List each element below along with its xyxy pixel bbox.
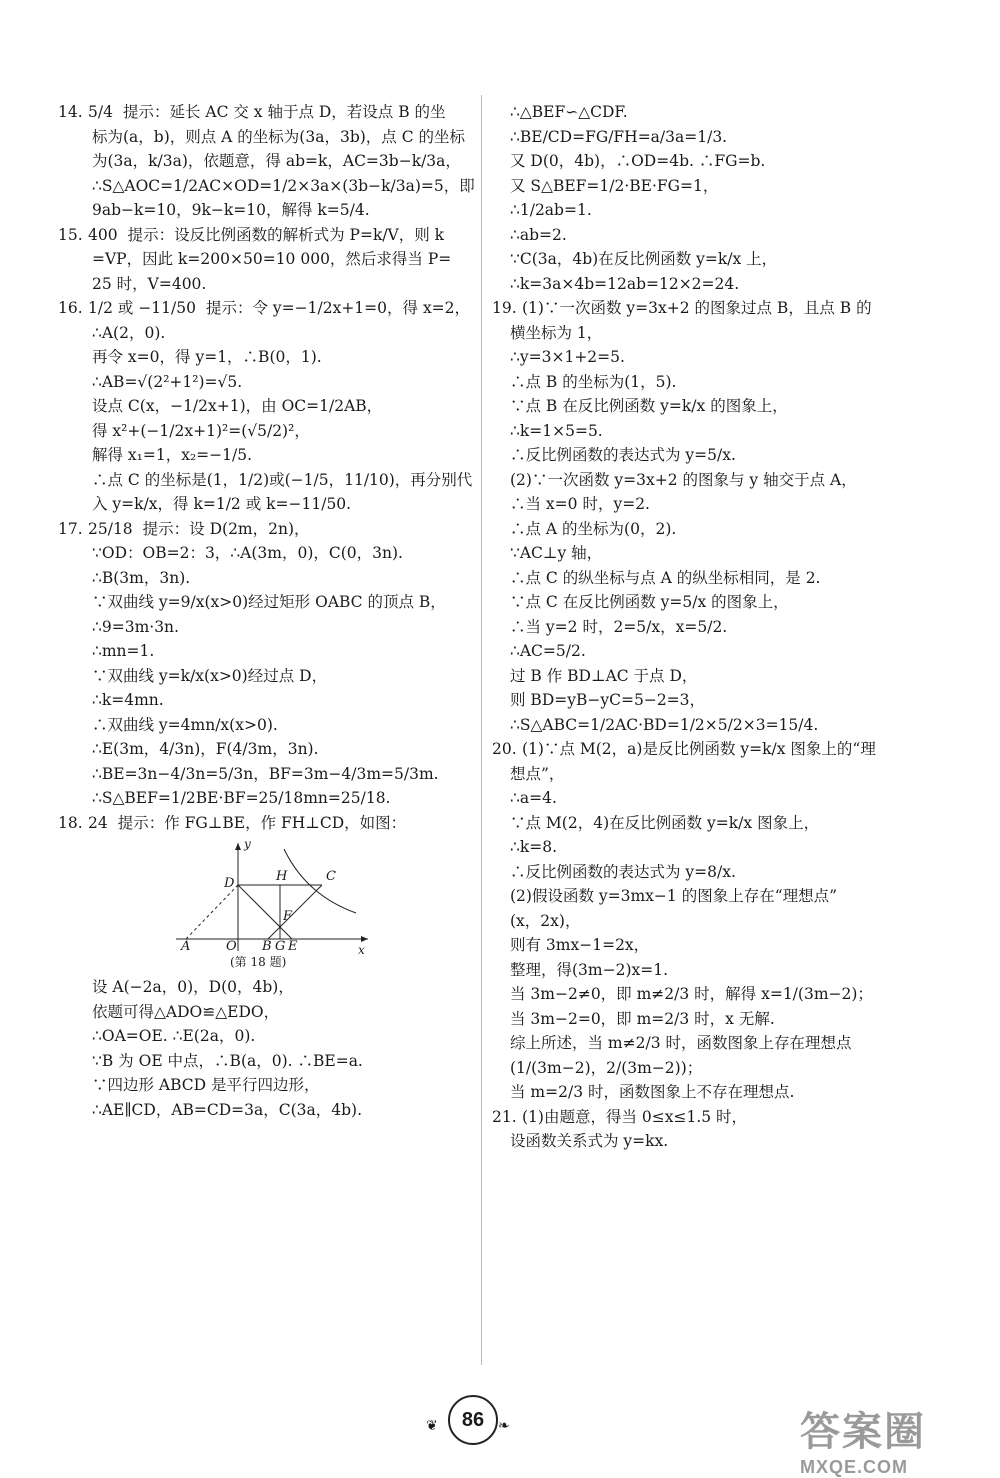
answer-line <box>492 443 922 468</box>
answer-line <box>58 1073 468 1098</box>
line-text: ∵点 B 在反比例函数 y=k/x 的图象上， <box>510 397 788 415</box>
line-text: ∵双曲线 y=k/x(x>0)经过点 D， <box>92 666 328 685</box>
answer-line <box>492 272 922 297</box>
question-number: 18. <box>58 813 83 832</box>
line-text: ∴AE∥CD，AB=CD=3a，C(3a，4b). <box>92 1100 363 1119</box>
answer-line <box>58 1049 468 1074</box>
line-text: ∴BE=3n−4/3n=5/3n，BF=3m−4/3m=5/3m. <box>92 764 439 783</box>
answer-line <box>492 1056 922 1081</box>
line-text: ∴反比例函数的表达式为 y=5/x. <box>510 446 736 464</box>
answer-line <box>492 884 922 909</box>
answer-line <box>58 174 475 199</box>
line-text: =VP，因此 k=200×50=10 000，然后求得当 P= <box>92 250 452 268</box>
answer-line <box>492 1007 922 1032</box>
answer-line <box>492 1080 922 1105</box>
answer-line <box>492 811 922 836</box>
line-text: ∴S△ABC=1/2AC·BD=1/2×5/2×3=15/4. <box>510 715 819 734</box>
answer-line <box>58 688 468 713</box>
answer-line <box>58 975 468 1000</box>
answer-line <box>492 688 922 713</box>
answer-line <box>58 541 468 566</box>
line-text: 横坐标为 1， <box>510 323 603 342</box>
answer-line <box>492 1031 922 1056</box>
line-text: 再令 x=0，得 y=1，∴B(0，1). <box>92 348 322 366</box>
label-B: B <box>262 939 272 954</box>
answer-line <box>492 370 922 395</box>
watermark-title: 答案圈 <box>800 1410 926 1454</box>
question-number: 19. <box>492 299 517 317</box>
answer-line <box>492 1129 922 1154</box>
line-text: 设 A(−2a，0)，D(0，4b)， <box>92 978 294 996</box>
line-text: 想点”， <box>510 764 565 783</box>
line-text: ∵点 C 在反比例函数 y=5/x 的图象上， <box>510 593 789 611</box>
line-text: ∵AC⊥y 轴， <box>510 544 603 562</box>
line-text: 则 BD=yB−yC=5−2=3， <box>510 691 706 709</box>
answer-line <box>58 321 468 346</box>
line-text: 标为(a，b)，则点 A 的坐标为(3a，3b)，点 C 的坐标 <box>92 127 466 146</box>
answer-line <box>58 1024 468 1049</box>
label-x: x <box>358 943 365 957</box>
line-text: ∴k=8. <box>510 838 558 856</box>
line-text: 提示：令 y=−1/2x+1=0，得 x=2， <box>205 299 471 317</box>
answer-line <box>492 835 922 860</box>
line-text: (1)∵一次函数 y=3x+2 的图象过点 B，且点 B 的 <box>522 299 872 317</box>
answer-line <box>492 517 922 542</box>
line-text: (1/(3m−2)，2/(3m−2))； <box>510 1058 703 1077</box>
answer-line <box>492 174 922 199</box>
line-text: 综上所述，当 m≠2/3 时，函数图象上存在理想点 <box>510 1034 852 1052</box>
label-F: F <box>283 909 293 924</box>
line-text: ∴k=3a×4b=12ab=12×2=24. <box>510 274 740 293</box>
answer-line <box>492 149 922 174</box>
answer-line <box>492 615 922 640</box>
line-text: 提示：延长 AC 交 x 轴于点 D，若设点 B 的坐 <box>122 103 446 121</box>
answer-line <box>492 590 922 615</box>
line-text: ∴BE/CD=FG/FH=a/3a=1/3. <box>510 127 728 146</box>
left-answer-lines <box>58 100 475 835</box>
answer-line <box>492 296 922 321</box>
line-text: 解得 x₁=1，x₂=−1/5. <box>92 446 253 464</box>
line-text: ∵四边形 ABCD 是平行四边形， <box>92 1076 320 1094</box>
answer-line <box>58 198 468 223</box>
line-text: ∴E(3m，4/3n)，F(4/3m，3n). <box>92 740 319 758</box>
answer-line <box>492 198 922 223</box>
answer-line <box>58 713 468 738</box>
question-number: 21. <box>492 1107 517 1126</box>
answer-line <box>492 762 922 787</box>
line-text: ∴ab=2. <box>510 225 567 244</box>
line-text: ∴k=1×5=5. <box>510 421 603 440</box>
answer-line <box>58 664 468 689</box>
line-text: ∴a=4. <box>510 789 557 807</box>
answer-line <box>58 223 468 248</box>
right-column <box>492 100 922 1154</box>
answer-line <box>58 296 471 321</box>
line-text: 设函数关系式为 y=kx. <box>510 1132 669 1150</box>
answer-line <box>492 223 922 248</box>
answer-line <box>58 811 468 836</box>
answer-line <box>492 958 922 983</box>
answer-line <box>492 468 922 493</box>
line-text: 提示：设 D(2m，2n)， <box>142 519 310 538</box>
answer-line <box>58 149 468 174</box>
line-text: ∴双曲线 y=4mn/x(x>0). <box>92 715 278 734</box>
label-E: E <box>288 939 298 954</box>
line-text: (2)假设函数 y=3mx−1 的图象上存在“理想点” <box>510 887 838 905</box>
line-text: ∴mn=1. <box>92 642 155 660</box>
watermark <box>800 1400 980 1477</box>
answer-line <box>492 541 922 566</box>
figure-caption: (第 18 题) <box>230 955 287 969</box>
answer-line <box>58 517 468 542</box>
answer-value: 1/2 或 −11/50 <box>88 299 196 317</box>
answer-line <box>58 443 468 468</box>
line-text: ∴△BEF∽△CDF. <box>510 103 628 121</box>
line-text: ∴当 x=0 时，y=2. <box>510 495 650 513</box>
line-text: 25 时，V=400. <box>92 274 207 293</box>
answer-line <box>58 394 468 419</box>
question-number: 20. <box>492 740 517 758</box>
line-text: 入 y=k/x，得 k=1/2 或 k=−11/50. <box>92 495 352 513</box>
answer-line <box>492 786 922 811</box>
answer-line <box>58 370 468 395</box>
label-H: H <box>276 869 288 884</box>
line-text: 又 S△BEF=1/2·BE·FG=1， <box>510 176 719 195</box>
line-text: (1)由题意，得当 0≤x≤1.5 时， <box>522 1107 748 1126</box>
line-text: 又 D(0，4b)，∴OD=4b. ∴FG=b. <box>510 152 766 170</box>
answer-line <box>492 566 922 591</box>
answer-line <box>58 1098 468 1123</box>
answer-line <box>58 100 468 125</box>
label-O: O <box>226 939 237 954</box>
line-text: ∴OA=OE. ∴E(2a，0). <box>92 1027 256 1045</box>
line-text: ∴AB=√(2²+1²)=√5. <box>92 372 243 391</box>
answer-line <box>58 247 468 272</box>
answer-line <box>492 100 922 125</box>
answer-line <box>58 615 468 640</box>
label-y: y <box>244 837 251 851</box>
figure-18 <box>176 839 376 971</box>
line-text: ∵OD：OB=2：3，∴A(3m，0)，C(0，3n). <box>92 544 403 562</box>
question-number: 16. <box>58 299 83 317</box>
line-text: 设点 C(x，−1/2x+1)，由 OC=1/2AB， <box>92 397 383 415</box>
left-column <box>58 100 475 1122</box>
line-text: ∵C(3a，4b)在反比例函数 y=k/x 上， <box>510 250 778 268</box>
line-text: ∴S△AOC=1/2AC×OD=1/2×3a×(3b−k/3a)=5，即 <box>92 176 475 195</box>
answer-line <box>492 909 922 934</box>
line-text: ∴B(3m，3n). <box>92 568 191 587</box>
answer-line <box>58 737 468 762</box>
answer-line <box>492 345 922 370</box>
answer-line <box>492 639 922 664</box>
line-text: ∴点 B 的坐标为(1，5). <box>510 372 677 391</box>
answer-value: 25/18 <box>88 519 133 538</box>
line-text: ∵B 为 OE 中点，∴B(a，0). ∴BE=a. <box>92 1051 363 1070</box>
line-text: 当 m=2/3 时，函数图象上不存在理想点. <box>510 1083 795 1101</box>
answer-line <box>492 492 922 517</box>
answer-line <box>58 566 468 591</box>
answer-line <box>58 590 468 615</box>
answer-line <box>492 860 922 885</box>
left-answer-lines-continued <box>58 975 468 1122</box>
answer-line <box>58 762 468 787</box>
answer-line <box>492 125 922 150</box>
answer-line <box>58 1000 468 1025</box>
label-A: A <box>181 939 191 954</box>
watermark-url: MXQE.COM <box>800 1457 909 1477</box>
question-number: 17. <box>58 519 83 538</box>
answer-line <box>58 419 468 444</box>
answer-line <box>492 247 922 272</box>
line-text: (x，2x)， <box>510 911 581 930</box>
line-text: 当 3m−2=0，即 m=2/3 时，x 无解. <box>510 1009 775 1028</box>
line-text: ∴k=4mn. <box>92 691 164 709</box>
question-number: 15. <box>58 225 83 244</box>
figure-18-diagram <box>176 839 376 954</box>
column-divider <box>481 95 482 1365</box>
label-C: C <box>326 869 336 884</box>
line-text: 过 B 作 BD⊥AC 于点 D， <box>510 666 698 685</box>
line-text: ∴反比例函数的表达式为 y=8/x. <box>510 862 736 881</box>
line-text: 提示：作 FG⊥BE，作 FH⊥CD，如图： <box>117 813 407 832</box>
mascot-right-icon: ❧ <box>498 1418 510 1434</box>
line-text: ∵双曲线 y=9/x(x>0)经过矩形 OABC 的顶点 B， <box>92 593 446 611</box>
answer-line <box>58 639 468 664</box>
line-text: ∴点 C 的坐标是(1，1/2)或(−1/5，11/10)，再分别代 <box>92 470 473 489</box>
answer-value: 400 <box>88 225 118 244</box>
line-text: ∴9=3m·3n. <box>92 617 179 636</box>
line-text: 整理，得(3m−2)x=1. <box>510 960 669 979</box>
line-text: ∴点 A 的坐标为(0，2). <box>510 519 677 538</box>
answer-line <box>492 933 922 958</box>
right-answer-lines <box>492 100 922 1154</box>
line-text: ∴1/2ab=1. <box>510 201 592 219</box>
line-text: 9ab−k=10，9k−k=10，解得 k=5/4. <box>92 201 370 219</box>
line-text: 当 3m−2≠0，即 m≠2/3 时，解得 x=1/(3m−2)； <box>510 985 873 1003</box>
line-text: ∴A(2，0). <box>92 323 166 342</box>
label-G: G <box>275 939 286 954</box>
answer-line <box>492 982 922 1007</box>
answer-line <box>58 125 468 150</box>
line-text: ∴点 C 的纵坐标与点 A 的纵坐标相同，是 2. <box>510 568 821 587</box>
answer-line <box>58 272 468 297</box>
line-text: 依题可得△ADO≌△EDO， <box>92 1002 280 1021</box>
line-text: (2)∵一次函数 y=3x+2 的图象与 y 轴交于点 A， <box>510 470 857 489</box>
answer-line <box>492 664 922 689</box>
line-text: 为(3a，k/3a)，依题意，得 ab=k，AC=3b−k/3a， <box>92 152 461 170</box>
answer-line <box>492 419 922 444</box>
line-text: ∴S△BEF=1/2BE·BF=25/18mn=25/18. <box>92 789 391 807</box>
line-text: ∴当 y=2 时，2=5/x，x=5/2. <box>510 617 728 636</box>
question-number: 14. <box>58 103 83 121</box>
answer-line <box>58 468 473 493</box>
answer-line <box>492 394 922 419</box>
line-text: 得 x²+(−1/2x+1)²=(√5/2)²， <box>92 421 310 440</box>
answer-line <box>58 345 468 370</box>
answer-value: 24 <box>88 813 108 832</box>
line-text: (1)∵点 M(2，a)是反比例函数 y=k/x 图象上的“理 <box>522 740 876 758</box>
line-text: 提示：设反比例函数的解析式为 P=k/V，则 k <box>127 225 445 244</box>
answer-line <box>492 713 922 738</box>
line-text: ∴y=3×1+2=5. <box>510 348 625 366</box>
answer-line <box>492 1105 922 1130</box>
mascot-left-icon: ❦ <box>426 1418 438 1434</box>
line-text: ∴AC=5/2. <box>510 642 586 660</box>
answer-line <box>492 321 922 346</box>
label-D: D <box>224 876 235 891</box>
answer-value: 5/4 <box>88 103 113 121</box>
line-text: ∵点 M(2，4)在反比例函数 y=k/x 图象上， <box>510 813 820 832</box>
answer-line <box>58 786 468 811</box>
page-number: 86 <box>448 1395 498 1445</box>
line-text: 则有 3mx−1=2x， <box>510 936 650 954</box>
answer-line <box>58 492 468 517</box>
answer-line <box>492 737 922 762</box>
